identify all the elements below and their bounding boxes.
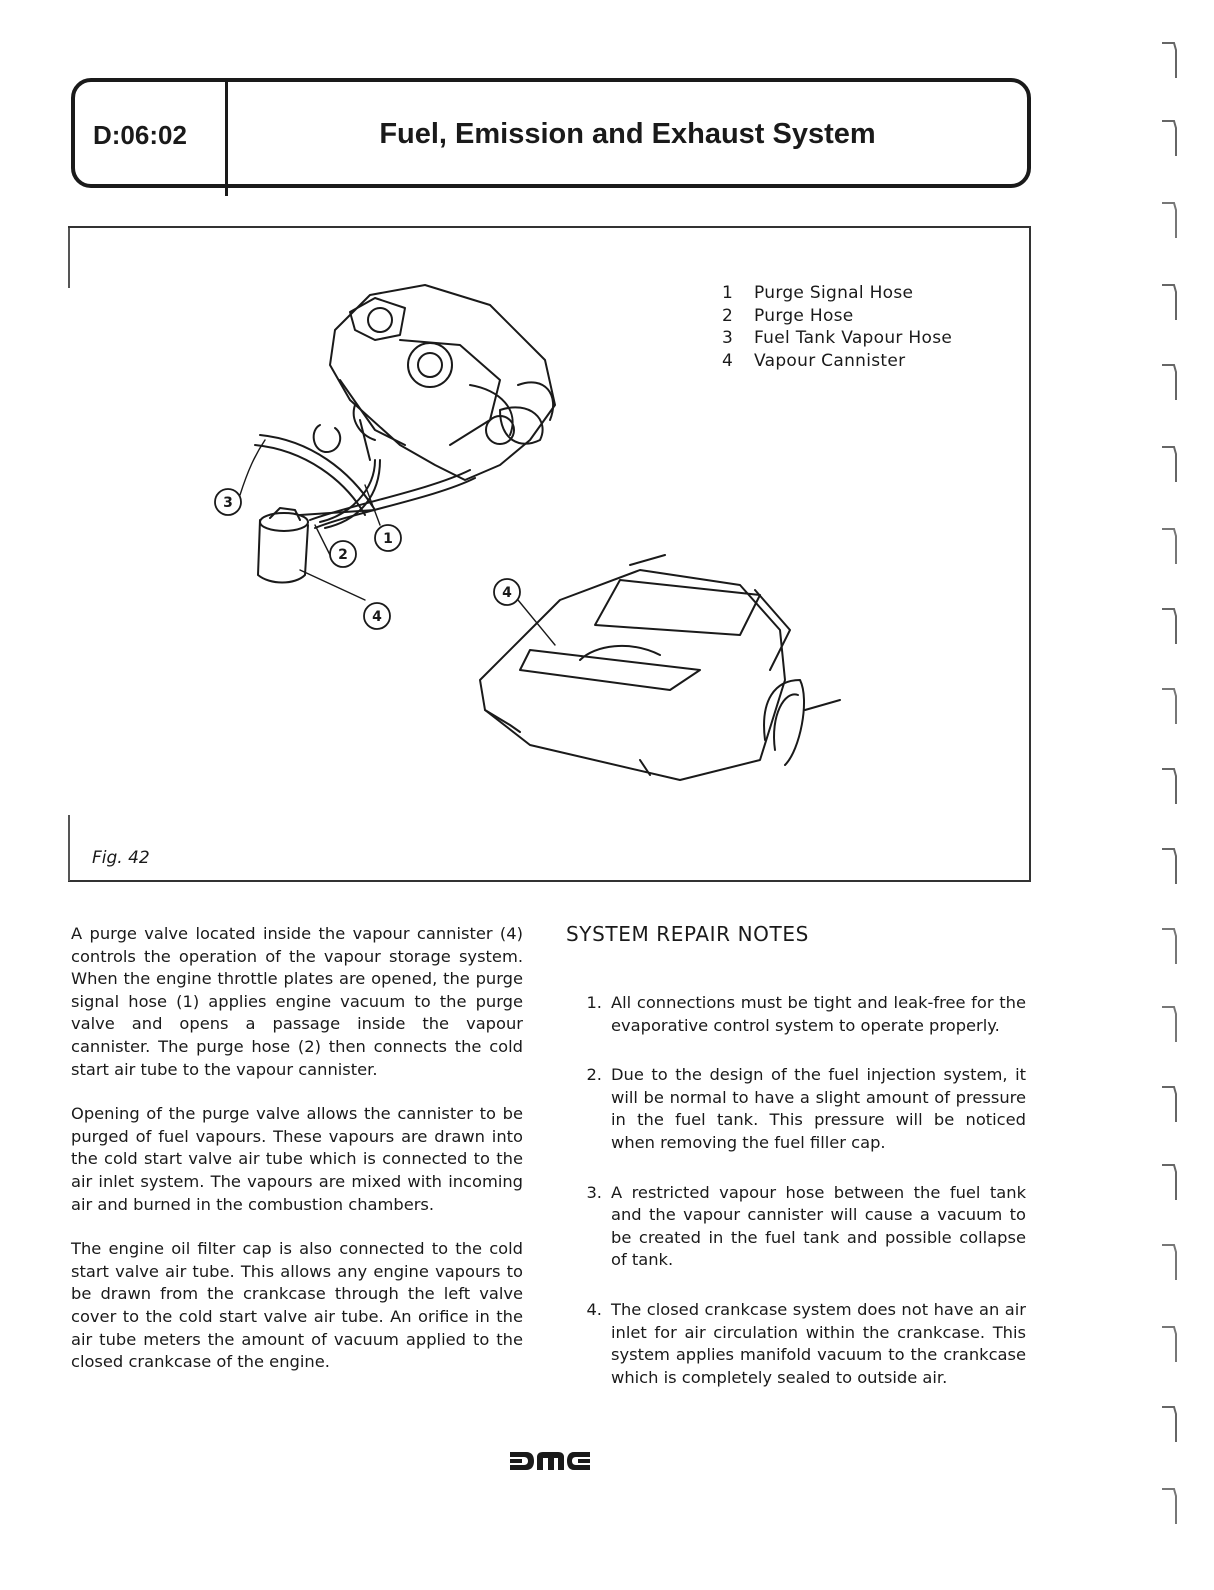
page-tab-mark xyxy=(1160,282,1180,322)
page-tab-mark xyxy=(1160,444,1180,484)
legend-item xyxy=(722,350,952,373)
section-code: D:06:02 xyxy=(93,120,187,150)
figure-caption: Fig. 42 xyxy=(92,848,150,868)
note-text: The closed crankcase system does not have an air inlet for air circulation within the crankcase. This system applies manifold vacuum to the crankcase which is completely sealed to outside air. xyxy=(611,1299,1026,1387)
page-tab-mark xyxy=(1160,526,1180,566)
page-tab-mark xyxy=(1160,1404,1180,1444)
engine-drawing xyxy=(314,285,555,480)
callout-3: 3 xyxy=(223,495,233,511)
legend-number: 2 xyxy=(722,305,734,326)
body-paragraph: Opening of the purge valve allows the cannister to be purged of fuel vapours. These vapours are drawn into the cold start valve air tube which is connected to the air inlet system. The vapours are mixed with incoming air and burned in the combustion chambers. xyxy=(71,1104,523,1214)
page-tab-mark xyxy=(1160,926,1180,966)
callout-4: 4 xyxy=(372,609,382,625)
page-tab-mark xyxy=(1160,362,1180,402)
callout-1: 1 xyxy=(383,531,393,547)
callout-4-car: 4 xyxy=(502,585,512,601)
legend-number: 1 xyxy=(722,283,734,303)
page-tab-mark xyxy=(1160,1324,1180,1364)
page-title: Fuel, Emission and Exhaust System xyxy=(379,118,876,150)
repair-notes-heading: SYSTEM REPAIR NOTES xyxy=(566,922,809,946)
legend-label: Purge Signal Hose xyxy=(754,283,914,303)
repair-note xyxy=(566,1299,1026,1389)
note-number: 2. xyxy=(586,1065,602,1085)
page-tab-mark xyxy=(1160,846,1180,886)
repair-note xyxy=(566,1182,1026,1272)
note-number: 3. xyxy=(586,1182,602,1202)
page-tab-mark xyxy=(1160,686,1180,726)
body-column-left xyxy=(71,923,523,1396)
page-tab-mark xyxy=(1160,1162,1180,1202)
callout-2: 2 xyxy=(338,547,348,563)
repair-note xyxy=(566,1064,1026,1154)
legend-item xyxy=(722,282,952,305)
page-tab-mark xyxy=(1160,40,1180,80)
page-tab-mark xyxy=(1160,766,1180,806)
page-tab-mark xyxy=(1160,200,1180,240)
leader-lines xyxy=(240,440,555,645)
figure-legend xyxy=(722,282,952,372)
page-tab-mark xyxy=(1160,1486,1180,1526)
legend-number: 3 xyxy=(722,328,734,348)
note-number: 1. xyxy=(586,993,602,1012)
page-tab-mark xyxy=(1160,118,1180,158)
repair-note xyxy=(566,992,1026,1037)
page-tab-mark xyxy=(1160,1242,1180,1282)
note-number: 4. xyxy=(586,1299,602,1319)
body-paragraph: The engine oil filter cap is also connected to the cold start valve air tube. This allows any engine vapours to be drawn from the crankcase through the left valve cover to the cold start valve air tube. An orifice in the air tube meters the amount of vacuum applied to the closed crankcase of the engine. xyxy=(71,1239,523,1372)
car-rear-drawing xyxy=(480,555,840,780)
note-text: All connections must be tight and leak-free for the evaporative control system to operate properly. xyxy=(611,993,1026,1035)
section-header xyxy=(71,78,1031,188)
page-tab-mark xyxy=(1160,606,1180,646)
legend-item xyxy=(722,327,952,350)
dmc-logo xyxy=(510,1450,590,1472)
figure-frame-edge xyxy=(68,815,70,881)
body-paragraph: A purge valve located inside the vapour cannister (4) controls the operation of the vapour storage system. When the engine throttle plates are opened, the purge signal hose (1) applies engine vacuum to the purge valve and opens a passage inside the vapour cannister. The purge hose (2) then connects the cold start air tube to the vapour cannister. xyxy=(71,924,523,1079)
legend-label: Fuel Tank Vapour Hose xyxy=(754,328,953,348)
page-tab-mark xyxy=(1160,1004,1180,1044)
note-text: Due to the design of the fuel injection system, it will be normal to have a slight amount of pressure in the fuel tank. This pressure will be noticed when removing the fuel filler cap. xyxy=(611,1065,1026,1152)
repair-notes-column xyxy=(566,922,1026,1416)
legend-number: 4 xyxy=(722,350,734,371)
legend-item xyxy=(722,305,952,328)
figure-frame-edge xyxy=(68,228,70,288)
legend-label: Purge Hose xyxy=(754,305,854,326)
vapour-cannister-drawing xyxy=(258,508,308,583)
note-text: A restricted vapour hose between the fuel tank and the vapour cannister will cause a vacuum to be created in the fuel tank and possible collapse of tank. xyxy=(611,1182,1026,1270)
page-tab-mark xyxy=(1160,1084,1180,1124)
legend-label: Vapour Cannister xyxy=(754,350,906,371)
